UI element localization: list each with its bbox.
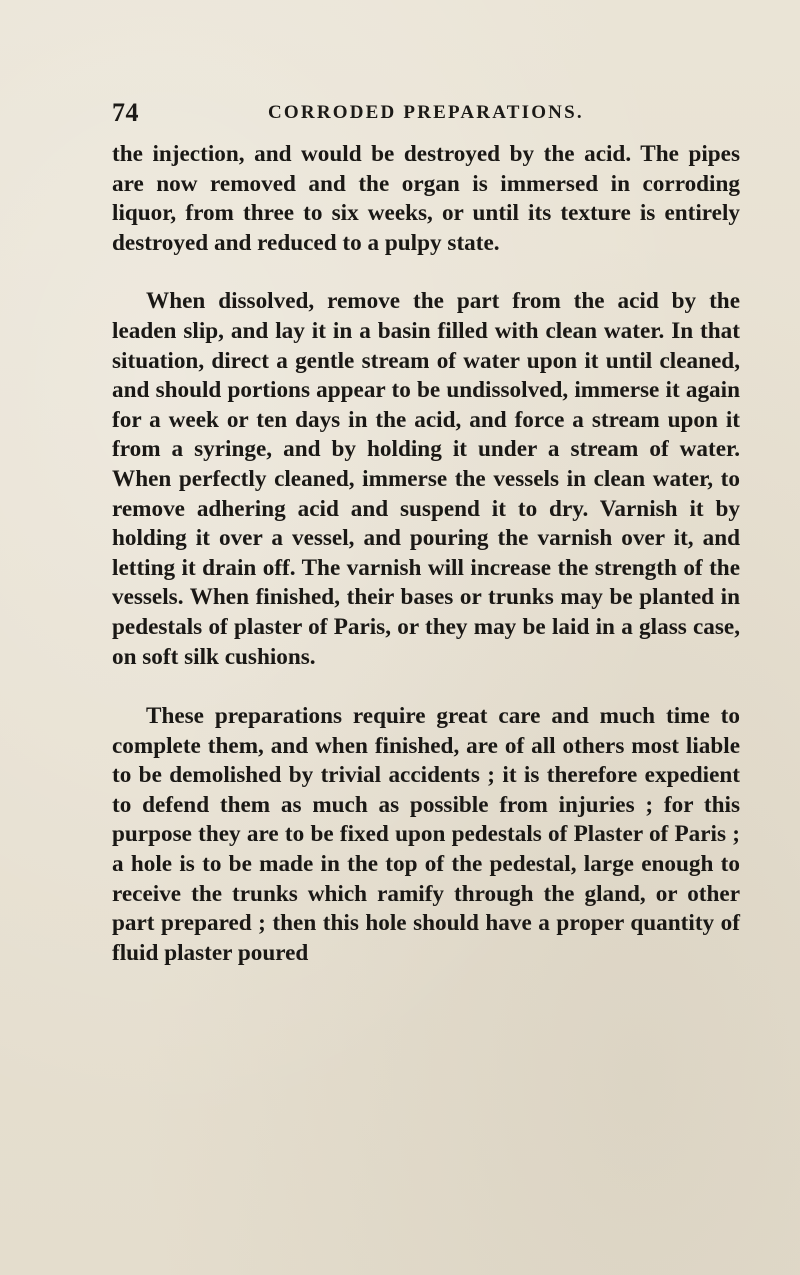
body-text bbox=[112, 140, 740, 968]
paragraph-continued: the injection, and would be destroyed by the acid. The pipes are now removed and the organ is immersed in corroding liquor, from three to six weeks, or until its texture is entirely destroyed and reduced to a pulpy state. bbox=[112, 141, 740, 256]
page-number: 74 bbox=[112, 98, 139, 127]
paragraph-dissolution: When dissolved, remove the part from the acid by the leaden slip, and lay it in a basin filled with clean water. In that situation, direct a gentle stream of water upon it until cleaned, and should portions appear to be undissolved, immerse it again for a week or ten days in the acid, and force a stream upon it from a syringe, and by holding it under a stream of water. When perfectly cleaned, immerse the vessels in clean water, to remove adhering acid and suspend it to dry. Varnish it by holding it over a vessel, and pouring the varnish over it, and letting it drain off. The varnish will increase the strength of the vessels. When finished, their bases or trunks may be planted in pedestals of plaster of Paris, or they may be laid in a glass case, on soft silk cushions. bbox=[112, 288, 740, 670]
paragraph-mounting: These preparations require great care and much time to complete them, and when finished, are of all others most liable to be demolished by trivial accidents ; it is therefore expedient to defend them as much as possible from injuries ; for this purpose they are to be fixed upon pedestals of Plaster of Paris ; a hole is to be made in the top of the pedestal, large enough to receive the trunks which ramify through the gland, or other part prepared ; then this hole should have a proper quantity of fluid plaster poured bbox=[112, 703, 740, 966]
page-header bbox=[112, 98, 752, 134]
running-head: CORRODED PREPARATIONS. bbox=[268, 102, 584, 123]
